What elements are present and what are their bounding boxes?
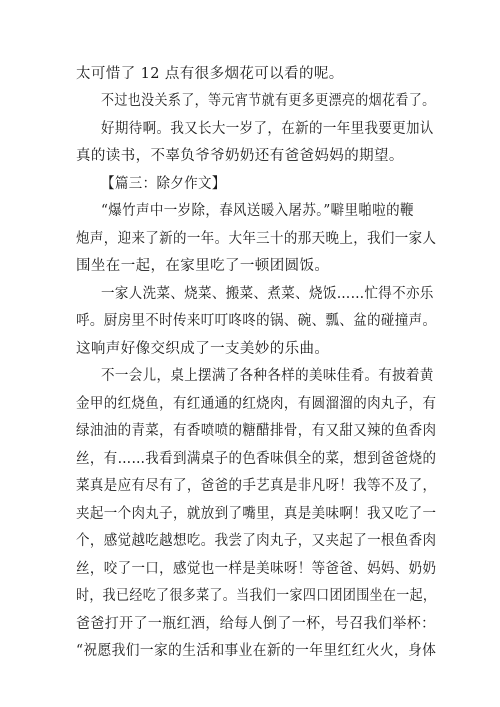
paragraph-start-line: 一家人洗菜、烧菜、搬菜、煮菜、烧饭……忙得不亦乐 bbox=[101, 286, 434, 302]
text-line: 围坐在一起，在家里吃了一顿团圆饭。 bbox=[76, 258, 330, 274]
text-line: 丝，咬了一口，感觉也一样是美味呀！等爸爸、妈妈、奶奶 bbox=[76, 561, 437, 577]
text-line: 绿油油的青菜，有香喷喷的糖醋排骨，有又甜又辣的鱼香肉 bbox=[76, 423, 437, 439]
text-line: 这响声好像交织成了一支美妙的乐曲。 bbox=[76, 341, 330, 357]
paragraph-start-line: 好期待啊。我又长大一岁了，在新的一年里我要更加认 bbox=[101, 121, 434, 137]
text-line: 时，我已经吃了很多菜了。当我们一家四口团团围坐在一起， bbox=[76, 588, 437, 604]
paragraph-start-line: “爆竹声中一岁除，春风送暖入屠苏。”噼里啪啦的鞭 bbox=[101, 203, 414, 219]
text-line: 个，感觉越吃越想吃。我尝了肉丸子，又夹起了一根鱼香肉 bbox=[76, 533, 437, 549]
text-line: 真的读书，不辜负爷爷奶奶还有爸爸妈妈的期望。 bbox=[76, 148, 404, 164]
text-line: “祝愿我们一家的生活和事业在新的一年里红红火火，身体 bbox=[76, 643, 437, 659]
text-line: 菜真是应有尽有了，爸爸的手艺真是非凡呀！我等不及了， bbox=[76, 478, 437, 494]
text-line: 炮声，迎来了新的一年。大年三十的那天晚上，我们一家人 bbox=[76, 231, 437, 247]
paragraph-start-line: 不一会儿，桌上摆满了各种各样的美味佳肴。有披着黄 bbox=[101, 368, 434, 384]
text-line: 呼。厨房里不时传来叮叮咚咚的锅、碗、瓢、盆的碰撞声。 bbox=[76, 313, 437, 329]
section-heading: 【篇三：除夕作文】 bbox=[101, 176, 226, 192]
text-line: 丝，有……我看到满桌子的色香味俱全的菜，想到爸爸烧的 bbox=[76, 451, 437, 467]
text-line: 夹起一个肉丸子，就放到了嘴里，真是美味啊！我又吃了一 bbox=[76, 506, 437, 522]
text-line: 太可惜了 12 点有很多烟花可以看的呢。 bbox=[76, 66, 344, 82]
text-line: 金甲的红烧鱼，有红通通的红烧肉，有圆溜溜的肉丸子，有 bbox=[76, 396, 437, 412]
text-line: 爸爸打开了一瓶红酒，给每人倒了一杯，号召我们举杯： bbox=[76, 616, 436, 632]
paragraph-start-line: 不过也没关系了，等元宵节就有更多更漂亮的烟花看了。 bbox=[101, 93, 436, 109]
